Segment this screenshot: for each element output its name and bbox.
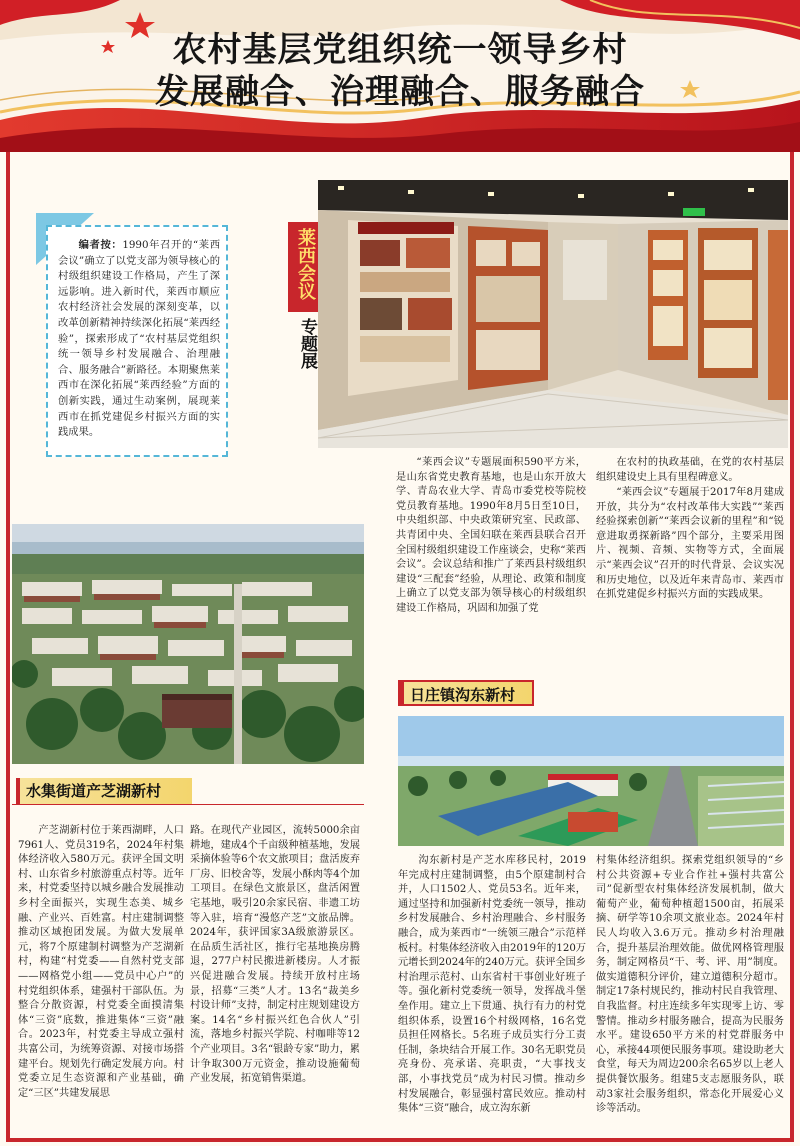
exhibit-text-col1: “莱西会议”专题展面积590平方米，是山东省党史教育基地，也是山东开放大学、青岛农业大学、青岛市委党校等院校党员教育基地。1990年8月5日至10日，中央组织部、中央政策研究室、民政部、共青团中央、全国妇联在莱西县联合召开全国村级组织建设工作座谈会，史称“莱西会议”。会议总结和推广了莱西县村级组织建设“三配套”经验，从理论、政策和制度上确立了以党支部为领导核心的村级组织建设工作格局，巩固和加强了党 — [396, 457, 586, 614]
village1-text-col2: 路。在现代产业园区，流转5000余亩耕地，建成4个千亩级种植基地，发展采摘体验等6个农文旅项目；盘活废弃厂房、旧校舍等，发展小酥肉等4个加工项目。在绿色文旅景区，盘活闲置宅基地，吸引20余家民宿、非遗工坊等入驻，培育“漫悠产芝”文旅品牌。2024年，获评国家3A级旅游景区。在品质生活社区，推行宅基地换房腾退，277户村民搬进新楼房。人才振兴促进融合发展。持续开放村庄场景，招募“三类”人才。13名“裁美乡村设计师”支持，制定村庄规划建设方案。14名“乡村振兴红色合伙人”引流，落地乡村振兴学院、村咖啡等12个产业项目。3名“银龄专家”助力，累计争取300万元资金，推动设施葡萄产业发展，拓宽销售渠道。 — [190, 825, 360, 1085]
village1-divider — [12, 804, 364, 805]
exhibit-vertical-label — [288, 222, 318, 380]
exhibit-label-title: 莱西会议 — [295, 228, 316, 300]
editor-note-lead: 编者按： — [78, 239, 123, 251]
exhibit-label-subtitle: 专题展 — [297, 318, 317, 369]
headline-line-2: 发展融合、治理融合、服务融合 — [155, 72, 645, 112]
village2-text-col2: 村集体经济组织。探索党组织领导的“乡村公共资源+专业合作社+强村共富公司”促新型农村集体经济发展机制，做大葡萄产业，葡萄种植超1500亩，拓展采摘、研学等10余项文旅业态。2024年村民人均收入3.6万元。推动乡村治理融合，提升基层治理效能。做优网格管理服务，制定网格员“干、考、评、用”制度。做实道德积分评价，建立道德积分超市。制定17条村规民约，推动村民自我管理、自我监督。村庄连续多年实现零上访、零警情。推动乡村服务融合，提高为民服务水平。建设650平方米的村党群服务中心，承接44项便民服务事项。建设助老大食堂，每天为周边200余名65岁以上老人提供餐饮服务。组建5支志愿服务队，联动3家社会服务组织，常态化开展爱心义诊等活动。 — [596, 855, 784, 1115]
frame-border-right — [790, 152, 794, 1142]
exhibit-hall-photo — [318, 180, 788, 448]
frame-border-bottom — [6, 1138, 794, 1142]
village2-photo — [398, 716, 784, 846]
village-aerial-photo — [12, 524, 364, 764]
frame-border-left — [6, 152, 10, 1142]
village1-text-col1: 产芝湖新村位于莱西湖畔，人口7961人、党员319名，2024年村集体经济收入580万元。获评全国文明村、山东省乡村旅游重点村等。近年来，村党委坚持以城乡融合发展推动乡村全面振兴，实现生态美、城乡融、产业兴、百姓富。村庄建制调整推动区域抱团发展。为做大发展单元，将7个原建制村调整为产芝湖新村，构建“村党委——自然村党支部——网格党小组——党员中心户”的村党组织体系，建强村干部队伍。为整合分散资源，村党委全面摸清集体“三资”底数，推进集体“三资”融合。2023年，村党委主导成立强村共富公司，为统筹资源、对接市场搭建平台。规划先行确定发展方向。村党委立足生态资源和产业基础，确定“三区”共建发展思 — [18, 825, 184, 1099]
village2-label: 日庄镇沟东新村 — [398, 680, 534, 706]
page-header — [0, 0, 800, 152]
village1-label: 水集街道产芝湖新村 — [16, 778, 192, 804]
editor-note-text: 1990年召开的“莱西会议”确立了以党支部为领导核心的村级组织建设工作格局，产生了深远影响。进入新时代，莱西市顺应农村经济社会发展的深刻变革，以改革创新精神持续深化拓展“莱西经验”，探索形成了“农村基层党组织统一领导乡村发展融合、治理融合、服务融合”新路径。本期聚焦莱西市在深化拓展“莱西经验”方面的创新实践，通过生动案例，展现莱西市在抓党建促乡村振兴方面的实践成果。 — [58, 239, 221, 439]
headline-line-1: 农村基层党组织统一领导乡村 — [172, 30, 628, 70]
exhibit-text-col2b: “莱西会议”专题展于2017年8月建成开放，共分为“农村改革伟大实践”“莱西经验探索创新”“莱西会议新的里程”和“锐意进取勇探新路”四个部分，主要采用图片、视频、音频、实物等方式，全面展示“莱西会议”召开的时代背景、会议实况和历史地位，以及近年来青岛市、莱西市在抓党建促乡村振兴方面的实践成果。 — [596, 487, 784, 601]
exhibit-text-col2a: 在农村的执政基础，在党的农村基层组织建设史上具有里程碑意义。 — [596, 457, 784, 483]
village2-text-col1: 沟东新村是产芝水库移民村，2019年完成村庄建制调整，由5个原建制村合并，人口1502人、党员53名。近年来，通过坚持和加强新村党委统一领导，推动乡村发展融合、乡村治理融合、乡村服务融合，成为莱西市“一统领三融合”示范样板村。村集体经济收入由2019年的120万元增长到2024年的240万元。获评全国乡村治理示范村、山东省村干事创业好班子等。强化新村党委统一领导，发挥战斗堡垒作用。建立上下贯通、执行有力的村党组织体系，设置16个村级网格，16名党员担任网格长。5名班子成员实行分工责任制，条块结合开展工作。30名无职党员亮身份、亮承诺、亮职责，“大事找支部，小事找党员”成为村民习惯。推动乡村发展融合，彰显强村富民效应。推动村集体“三资”融合，成立沟东新 — [398, 855, 586, 1115]
editor-note — [58, 238, 220, 441]
